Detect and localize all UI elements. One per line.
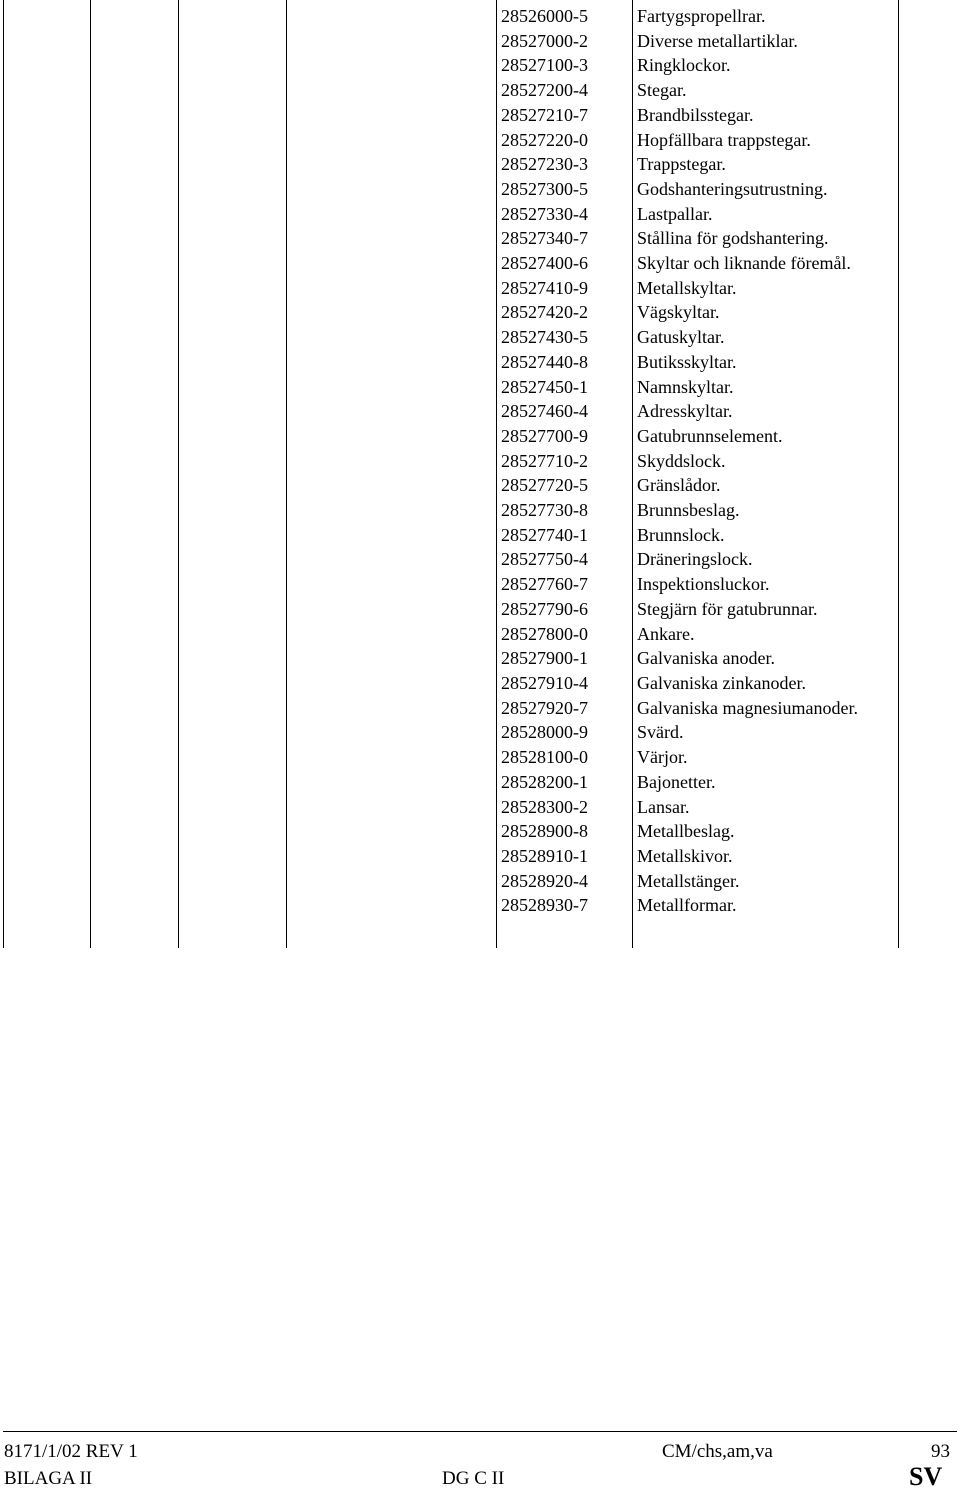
cpv-code: 28528900-8 xyxy=(501,821,588,842)
item-description: Trappstegar. xyxy=(637,154,726,175)
cpv-code: 28526000-5 xyxy=(501,6,588,26)
table-row xyxy=(0,152,960,177)
cpv-code: 28527210-7 xyxy=(501,104,588,125)
table-row xyxy=(0,177,960,202)
item-description: Namnskyltar. xyxy=(637,376,734,397)
cpv-code: 28528000-9 xyxy=(501,722,588,743)
cpv-code: 28528200-1 xyxy=(501,771,588,792)
cpv-code: 28527920-7 xyxy=(501,697,588,718)
cpv-code: 28527790-6 xyxy=(501,598,588,619)
table-row xyxy=(0,646,960,671)
table-row xyxy=(0,720,960,745)
item-description: Hopfällbara trappstegar. xyxy=(637,129,811,150)
item-description: Dräneringslock. xyxy=(637,549,753,570)
table-row xyxy=(0,498,960,523)
cpv-code: 28527460-4 xyxy=(501,401,588,422)
page-number: 93 xyxy=(931,1441,950,1462)
table-row xyxy=(0,103,960,128)
cpv-code: 28527220-0 xyxy=(501,129,588,150)
cpv-code: 28528930-7 xyxy=(501,895,588,916)
item-description: Stegjärn för gatubrunnar. xyxy=(637,598,818,619)
item-description: Galvaniska anoder. xyxy=(637,648,775,669)
item-description: Ankare. xyxy=(637,623,695,644)
cpv-code: 28527410-9 xyxy=(501,277,588,298)
table-row xyxy=(0,622,960,647)
table-row xyxy=(0,350,960,375)
table-row xyxy=(0,547,960,572)
table-row xyxy=(0,128,960,153)
item-description: Butiksskyltar. xyxy=(637,351,737,372)
cpv-code: 28527330-4 xyxy=(501,203,588,224)
item-description: Diverse metallartiklar. xyxy=(637,30,798,51)
item-description: Brunnsbeslag. xyxy=(637,500,740,521)
item-description: Svärd. xyxy=(637,722,684,743)
table-row xyxy=(0,251,960,276)
item-description: Skyddslock. xyxy=(637,450,726,471)
cpv-code: 28527720-5 xyxy=(501,475,588,496)
cpv-code: 28527910-4 xyxy=(501,672,588,693)
table-row xyxy=(0,449,960,474)
table-row xyxy=(0,424,960,449)
cpv-code: 28527730-8 xyxy=(501,500,588,521)
item-description: Galvaniska magnesiumanoder. xyxy=(637,697,858,718)
table-row xyxy=(0,597,960,622)
table-row xyxy=(0,78,960,103)
cpv-code: 28527750-4 xyxy=(501,549,588,570)
language-code: SV xyxy=(909,1462,943,1491)
table-row xyxy=(0,696,960,721)
item-description: Metallformar. xyxy=(637,895,737,916)
item-description: Värjor. xyxy=(637,747,688,768)
table-row xyxy=(0,276,960,301)
cpv-code: 28527450-1 xyxy=(501,376,588,397)
table-row xyxy=(0,473,960,498)
item-description: Metallbeslag. xyxy=(637,821,735,842)
item-description: Adresskyltar. xyxy=(637,401,733,422)
table-row xyxy=(0,523,960,548)
item-description: Vägskyltar. xyxy=(637,302,720,323)
directorate-label: DG C II xyxy=(442,1468,505,1489)
cpv-code: 28527440-8 xyxy=(501,351,588,372)
cpv-code: 28528100-0 xyxy=(501,747,588,768)
cpv-code: 28527340-7 xyxy=(501,228,588,249)
table-row xyxy=(0,795,960,820)
cpv-code: 28527420-2 xyxy=(501,302,588,323)
table-row xyxy=(0,671,960,696)
table-row xyxy=(0,202,960,227)
item-description: Ringklockor. xyxy=(637,55,731,76)
item-description: Skyltar och liknande föremål. xyxy=(637,253,851,274)
table-row xyxy=(0,300,960,325)
item-description: Lansar. xyxy=(637,796,690,817)
item-description: Godshanteringsutrustning. xyxy=(637,178,828,199)
cpv-code: 28527710-2 xyxy=(501,450,588,471)
table-row xyxy=(0,399,960,424)
item-description: Stegar. xyxy=(637,80,687,101)
cpv-code: 28527430-5 xyxy=(501,327,588,348)
table-row xyxy=(0,53,960,78)
cpv-code: 28528910-1 xyxy=(501,845,588,866)
cpv-code: 28527900-1 xyxy=(501,648,588,669)
cpv-code: 28527700-9 xyxy=(501,425,588,446)
cpv-code: 28528920-4 xyxy=(501,870,588,891)
table-row xyxy=(0,893,960,918)
cpv-code: 28527300-5 xyxy=(501,178,588,199)
table-row xyxy=(0,770,960,795)
item-description: Gatuskyltar. xyxy=(637,327,725,348)
cpv-code: 28527200-4 xyxy=(501,80,588,101)
item-description: Brunnslock. xyxy=(637,524,725,545)
cpv-code: 28527100-3 xyxy=(501,55,588,76)
table-row xyxy=(0,4,960,29)
table-row xyxy=(0,572,960,597)
item-description: Brandbilsstegar. xyxy=(637,104,754,125)
item-description: Fartygspropellrar. xyxy=(637,6,766,26)
table-row xyxy=(0,375,960,400)
code-table xyxy=(0,4,960,918)
item-description: Stållina för godshantering. xyxy=(637,228,829,249)
annex-label: BILAGA II xyxy=(4,1468,93,1489)
table-row xyxy=(0,844,960,869)
cpv-code: 28527740-1 xyxy=(501,524,588,545)
table-row xyxy=(0,869,960,894)
cpv-code: 28527760-7 xyxy=(501,574,588,595)
document-reference: 8171/1/02 REV 1 xyxy=(4,1441,138,1462)
item-description: Metallskivor. xyxy=(637,845,733,866)
item-description: Bajonetter. xyxy=(637,771,716,792)
item-description: Lastpallar. xyxy=(637,203,713,224)
author-initials: CM/chs,am,va xyxy=(662,1441,773,1462)
cpv-code: 28527400-6 xyxy=(501,253,588,274)
table-row xyxy=(0,29,960,54)
cpv-code: 28527800-0 xyxy=(501,623,588,644)
table-row xyxy=(0,745,960,770)
table-row xyxy=(0,226,960,251)
table-row xyxy=(0,325,960,350)
cpv-code: 28528300-2 xyxy=(501,796,588,817)
item-description: Galvaniska zinkanoder. xyxy=(637,672,806,693)
item-description: Metallskyltar. xyxy=(637,277,737,298)
item-description: Gränslådor. xyxy=(637,475,721,496)
item-description: Inspektionsluckor. xyxy=(637,574,770,595)
item-description: Metallstänger. xyxy=(637,870,740,891)
cpv-code: 28527230-3 xyxy=(501,154,588,175)
footer-divider xyxy=(3,1431,957,1432)
table-row xyxy=(0,819,960,844)
item-description: Gatubrunnselement. xyxy=(637,425,783,446)
cpv-code: 28527000-2 xyxy=(501,30,588,51)
